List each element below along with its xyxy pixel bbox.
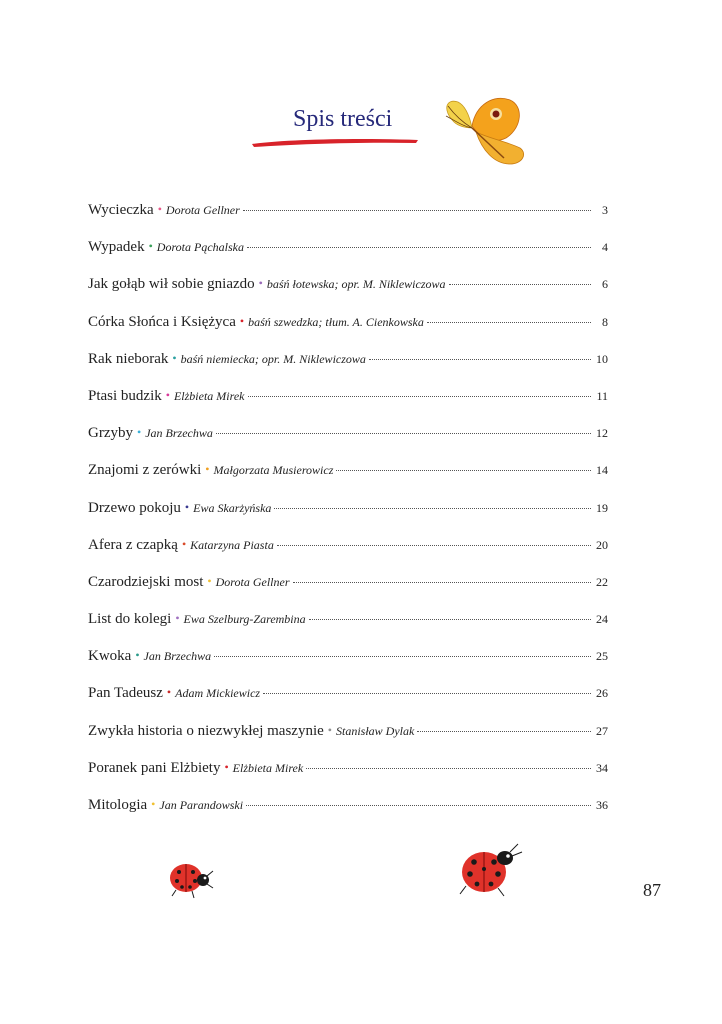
- toc-entry: [88, 685, 608, 722]
- toc-entry-page: 36: [596, 798, 608, 812]
- toc-entry-author: Katarzyna Piasta: [190, 537, 274, 552]
- toc-entry-page: 19: [596, 500, 608, 515]
- toc-entry: [88, 388, 608, 425]
- page-number: 87: [643, 880, 661, 900]
- bullet-icon: •: [137, 425, 142, 440]
- toc-entry: [88, 797, 608, 834]
- toc-entry-page: 6: [602, 277, 608, 292]
- toc-entry-author: baśń szwedzka; tłum. A. Cienkowska: [248, 314, 424, 329]
- toc-entry: [88, 611, 608, 648]
- bullet-icon: •: [184, 499, 190, 514]
- toc-entry-page: 4: [602, 240, 608, 255]
- dot-leader: [293, 581, 592, 583]
- toc-entry-author: Jan Brzechwa: [145, 426, 213, 441]
- toc-entry-page: 27: [596, 723, 608, 738]
- toc-entry-page: 10: [596, 351, 608, 366]
- toc-entry: [88, 202, 608, 239]
- toc-entry-author: Stanisław Dylak: [335, 723, 415, 738]
- toc-entry-author: Ewa Szelburg-Zarembina: [183, 612, 306, 627]
- toc-entry-title: Jak gołąb wił sobie gniazdo: [88, 276, 255, 293]
- table-of-contents: [88, 202, 608, 834]
- toc-entry-author: Jan Parandowski: [159, 798, 244, 812]
- toc-entry: [88, 500, 608, 537]
- bullet-icon: •: [166, 685, 172, 700]
- bullet-icon: •: [165, 387, 170, 402]
- toc-entry-title: Zwykła historia o niezwykłej maszynie: [88, 722, 324, 739]
- toc-entry: [88, 276, 608, 313]
- toc-entry-title: Mitologia: [88, 797, 148, 813]
- toc-entry-title: Grzyby: [88, 425, 133, 442]
- toc-entry-author: Dorota Gellner: [215, 574, 290, 589]
- toc-entry-page: 20: [596, 537, 608, 552]
- butterfly-illustration: [432, 92, 534, 172]
- ladybug-small-illustration: [164, 856, 216, 900]
- toc-entry-author: Dorota Gellner: [165, 203, 240, 217]
- dot-leader: [449, 283, 591, 285]
- toc-entry-title: Wypadek: [88, 239, 145, 256]
- bullet-icon: •: [181, 536, 187, 551]
- toc-entry-page: 25: [596, 649, 608, 664]
- toc-entry-title: Znajomi z zerówki: [88, 462, 202, 479]
- toc-entry-title: Poranek pani Elżbiety: [88, 759, 221, 776]
- dot-leader: [427, 321, 591, 323]
- toc-entry-author: Adam Mickiewicz: [175, 686, 261, 701]
- bullet-icon: •: [157, 202, 162, 216]
- dot-leader: [214, 655, 591, 657]
- bullet-icon: •: [151, 797, 156, 811]
- dot-leader: [274, 507, 591, 509]
- bullet-icon: •: [239, 313, 245, 328]
- toc-entry-title: Wycieczka: [88, 202, 154, 218]
- dot-leader: [246, 804, 591, 806]
- toc-entry-author: Elżbieta Mirek: [173, 388, 245, 403]
- toc-entry-page: 12: [596, 426, 608, 441]
- dot-leader: [309, 618, 591, 620]
- toc-entry: [88, 462, 608, 499]
- dot-leader: [277, 544, 591, 546]
- toc-entry-page: 11: [596, 388, 608, 403]
- bullet-icon: •: [172, 350, 177, 365]
- toc-entry: [88, 239, 608, 276]
- toc-entry-title: Czarodziejski most: [88, 573, 204, 590]
- toc-entry-page: 22: [596, 574, 608, 589]
- dot-leader: [263, 692, 591, 694]
- toc-entry-title: Afera z czapką: [88, 536, 178, 553]
- toc-entry-author: baśń niemiecka; opr. M. Niklewiczowa: [180, 351, 366, 366]
- ladybug-large-illustration: [454, 838, 524, 900]
- toc-entry-title: Ptasi budzik: [88, 387, 162, 404]
- bullet-icon: •: [207, 573, 212, 588]
- dot-leader: [247, 246, 591, 248]
- toc-entry-page: 3: [602, 203, 608, 217]
- dot-leader: [216, 432, 591, 434]
- bullet-icon: •: [327, 722, 332, 737]
- toc-entry: [88, 425, 608, 462]
- dot-leader: [336, 469, 591, 471]
- toc-entry-title: Drzewo pokoju: [88, 499, 181, 516]
- title-underline: [250, 136, 420, 148]
- bullet-icon: •: [258, 276, 263, 291]
- bullet-icon: •: [224, 759, 229, 774]
- toc-entry: [88, 351, 608, 388]
- toc-entry-page: 14: [596, 463, 608, 478]
- toc-entry: [88, 648, 608, 685]
- toc-entry-page: 24: [596, 612, 608, 627]
- toc-entry-author: Ewa Skarżyńska: [193, 500, 272, 515]
- toc-entry-title: Kwoka: [88, 648, 132, 665]
- bullet-icon: •: [135, 648, 140, 663]
- toc-entry-author: Dorota Pąchalska: [156, 240, 244, 255]
- toc-entry-page: 34: [596, 760, 608, 775]
- bullet-icon: •: [205, 462, 210, 477]
- toc-entry-author: baśń łotewska; opr. M. Niklewiczowa: [266, 277, 446, 292]
- page-title: Spis treści: [293, 106, 393, 132]
- toc-entry-title: Rak nieborak: [88, 350, 169, 367]
- toc-entry-page: 8: [602, 314, 608, 329]
- toc-entry: [88, 760, 608, 797]
- toc-entry: [88, 537, 608, 574]
- bullet-icon: •: [148, 239, 153, 254]
- toc-entry-page: 26: [596, 686, 608, 701]
- dot-leader: [417, 730, 591, 732]
- dot-leader: [369, 358, 591, 360]
- toc-entry: [88, 574, 608, 611]
- dot-leader: [306, 767, 591, 769]
- toc-entry-title: Córka Słońca i Księżyca: [88, 313, 236, 330]
- toc-entry-title: List do kolegi: [88, 611, 172, 628]
- title-block: [250, 100, 420, 150]
- toc-entry: [88, 723, 608, 760]
- toc-entry-author: Elżbieta Mirek: [232, 760, 304, 775]
- bullet-icon: •: [175, 611, 180, 626]
- toc-entry-author: Jan Brzechwa: [143, 649, 212, 664]
- toc-entry: [88, 314, 608, 351]
- dot-leader: [248, 395, 592, 397]
- toc-entry-title: Pan Tadeusz: [88, 685, 163, 702]
- dot-leader: [243, 209, 591, 211]
- toc-entry-author: Małgorzata Musierowicz: [213, 463, 334, 478]
